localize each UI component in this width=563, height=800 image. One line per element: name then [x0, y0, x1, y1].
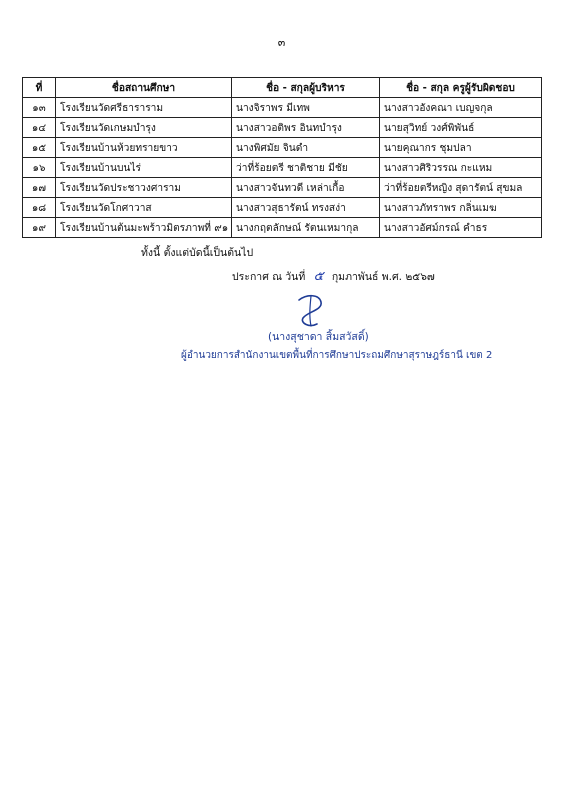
header-administrator: ชื่อ - สกุลผู้บริหาร: [232, 78, 380, 98]
row-number: ๑๕: [23, 138, 56, 158]
table-row: [23, 198, 542, 218]
page-number: ๓: [277, 36, 286, 49]
teacher-name: นางสาวอัศม์กรณ์ คำธร: [380, 218, 542, 238]
school-roster-table: [22, 77, 542, 238]
row-number: ๑๓: [23, 98, 56, 118]
header-number: ที่: [23, 78, 56, 98]
administrator-name: นางสาวสุธารัตน์ ทรงสง่า: [232, 198, 380, 218]
table-row: [23, 218, 542, 238]
school-name: โรงเรียนบ้านบนไร่: [56, 158, 232, 178]
announce-prefix: ประกาศ ณ วันที่: [232, 271, 306, 283]
row-number: ๑๖: [23, 158, 56, 178]
table-row: [23, 178, 542, 198]
teacher-name: ว่าที่ร้อยตรีหญิง สุดารัตน์ สุขมล: [380, 178, 542, 198]
administrator-name: ว่าที่ร้อยตรี ชาติชาย มีชัย: [232, 158, 380, 178]
school-name: โรงเรียนบ้านห้วยทรายขาว: [56, 138, 232, 158]
effective-statement: ทั้งนี้ ตั้งแต่บัดนี้เป็นต้นไป: [141, 247, 254, 259]
teacher-name: นางสาวศิริวรรณ กะแหม: [380, 158, 542, 178]
teacher-name: นางสาวอังคณา เบญจกุล: [380, 98, 542, 118]
row-number: ๑๗: [23, 178, 56, 198]
header-teacher: ชื่อ - สกุล ครูผู้รับผิดชอบ: [380, 78, 542, 98]
signer-title: ผู้อำนวยการสำนักงานเขตพื้นที่การศึกษาประถมศึกษาสุราษฎร์ธานี เขต 2: [181, 350, 493, 361]
teacher-name: นางสาวภัทราพร กลิ่นเมฆ: [380, 198, 542, 218]
signature-mark: [285, 290, 335, 332]
school-name: โรงเรียนวัดประชาวงศาราม: [56, 178, 232, 198]
administrator-name: นางสาวจันทวดี เหล่าเกื้อ: [232, 178, 380, 198]
header-school: ชื่อสถานศึกษา: [56, 78, 232, 98]
school-name: โรงเรียนวัดศรีธาราราม: [56, 98, 232, 118]
teacher-name: นายคุณากร ชุมปลา: [380, 138, 542, 158]
administrator-name: นางจิราพร มีเทพ: [232, 98, 380, 118]
announce-day: ๕: [313, 269, 324, 284]
administrator-name: นางพิศมัย จินดำ: [232, 138, 380, 158]
school-name: โรงเรียนวัดเกษมบำรุง: [56, 118, 232, 138]
announcement-date: [232, 265, 435, 286]
administrator-name: นางกฤตลักษณ์ รัตนเหมากุล: [232, 218, 380, 238]
row-number: ๑๘: [23, 198, 56, 218]
row-number: ๑๔: [23, 118, 56, 138]
announce-month-year: กุมภาพันธ์ พ.ศ. ๒๕๖๗: [331, 271, 435, 283]
signer-name: (นางสุชาดา สิ้มสวัสดิ์): [268, 331, 369, 343]
table-row: [23, 118, 542, 138]
school-name: โรงเรียนบ้านต้นมะพร้าวมิตรภาพที่ ๙๑: [56, 218, 232, 238]
teacher-name: นายสุวิทย์ วงศ์พิพันธ์: [380, 118, 542, 138]
table-row: [23, 138, 542, 158]
school-name: โรงเรียนวัดโกศาวาส: [56, 198, 232, 218]
table-row: [23, 158, 542, 178]
table-row: [23, 98, 542, 118]
administrator-name: นางสาวอติพร อินทบำรุง: [232, 118, 380, 138]
row-number: ๑๙: [23, 218, 56, 238]
table-header-row: [23, 78, 542, 98]
